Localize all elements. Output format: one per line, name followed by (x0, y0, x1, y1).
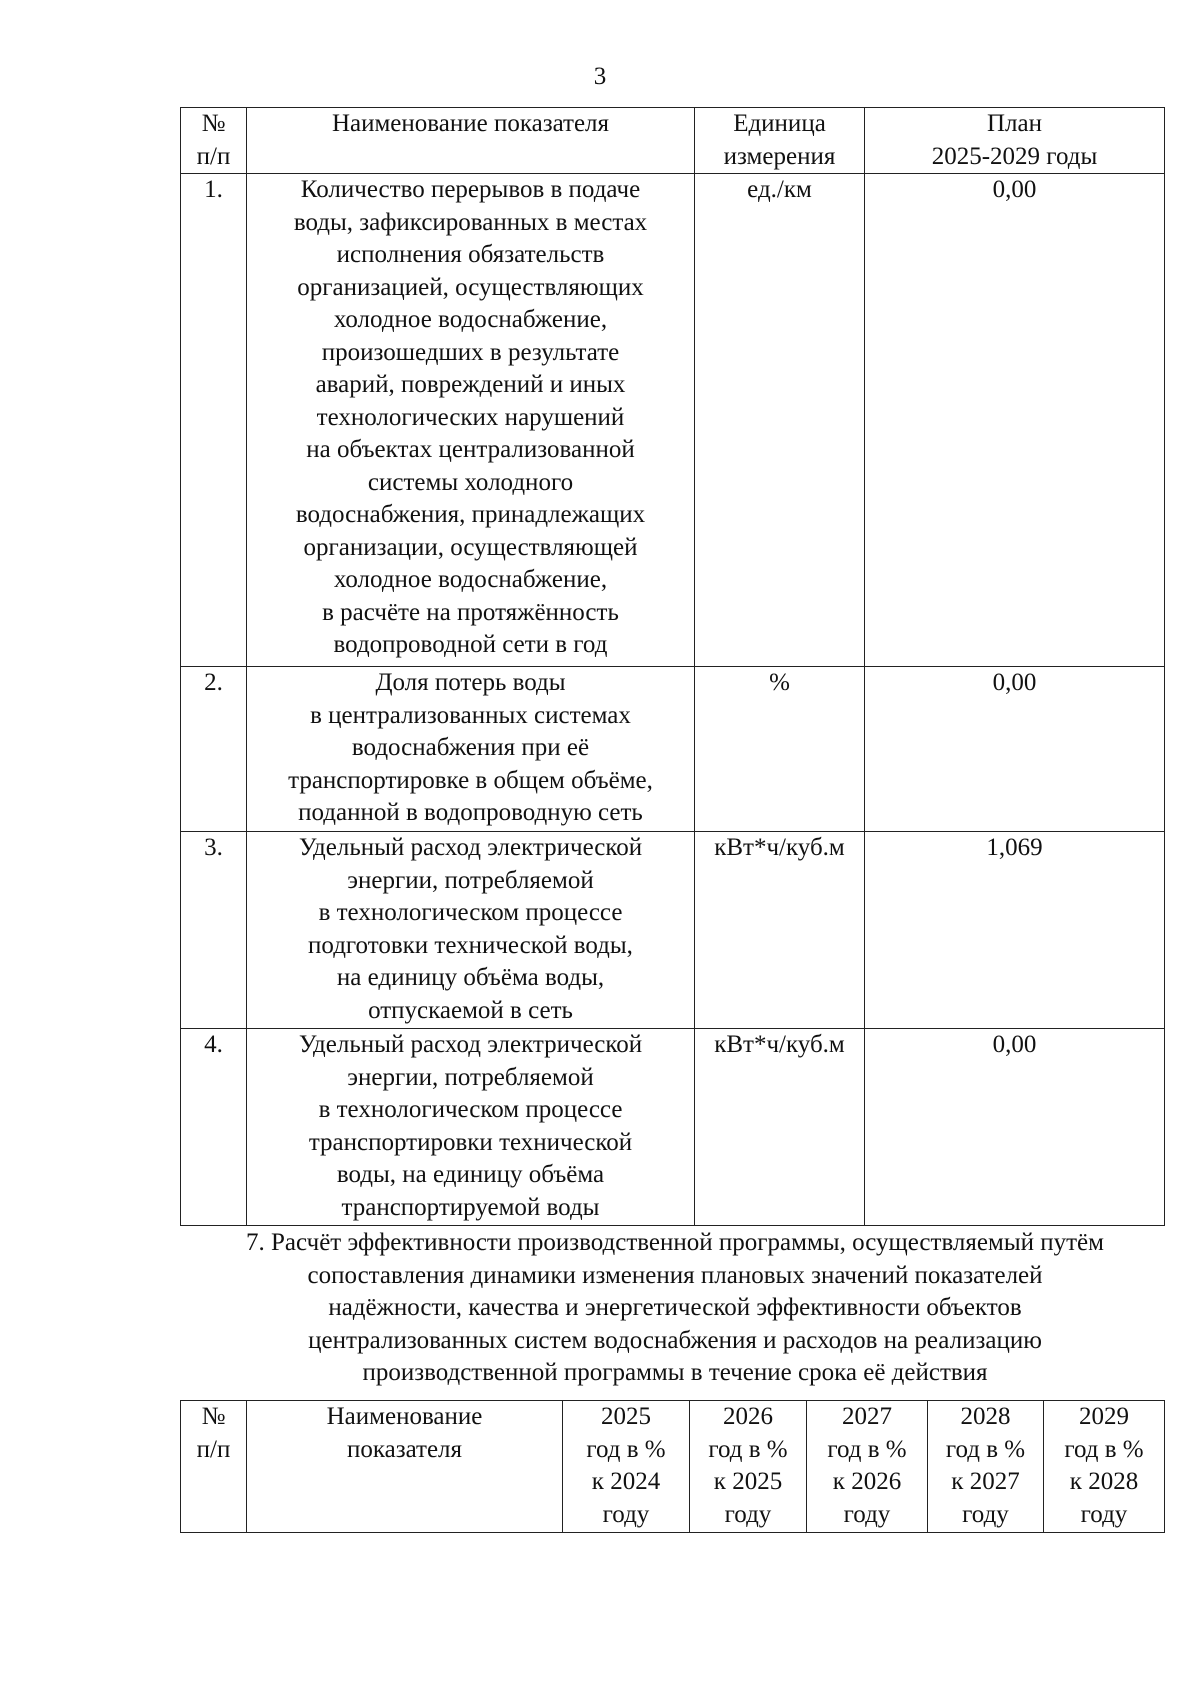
header-year-2028: 2028 год в % к 2027 году (928, 1401, 1044, 1533)
efficiency-table (180, 1400, 1165, 1533)
table-row (181, 832, 1165, 1029)
indicators-table (180, 107, 1165, 1226)
header-unit: Единица измерения (695, 108, 865, 174)
row-plan: 1,069 (865, 832, 1165, 1029)
row-num: 1. (181, 174, 247, 667)
page-number: 3 (593, 63, 607, 90)
row-num: 2. (181, 667, 247, 832)
row-plan: 0,00 (865, 1029, 1165, 1226)
row-num: 4. (181, 1029, 247, 1226)
row-plan: 0,00 (865, 667, 1165, 832)
section-7-heading: 7. Расчёт эффективности производственной программы, осуществляемый путём сопоставления динамики изменения плановых значений показателей надёжности, качества и энергетической эффективности объектов централизованных систем водоснабжения и расходов на реализацию производственной программы в течение срока её действия (246, 1229, 1104, 1386)
table-header-row (181, 1401, 1165, 1533)
row-name: Удельный расход электрической энергии, потребляемой в технологическом процессе подготовки технической воды, на единицу объёма воды, отпускаемой в сеть (247, 832, 695, 1029)
header-year-2027: 2027 год в % к 2026 году (807, 1401, 928, 1533)
row-num: 3. (181, 832, 247, 1029)
header-year-2029: 2029 год в % к 2028 году (1044, 1401, 1165, 1533)
row-unit: ед./км (695, 174, 865, 667)
table-row (181, 174, 1165, 667)
row-plan: 0,00 (865, 174, 1165, 667)
row-name: Количество перерывов в подаче воды, зафиксированных в местах исполнения обязательств организацией, осуществляющих холодное водоснабжение, произошедших в результате аварий, повреждений и иных технологических нарушений на объектах централизованной системы холодного водоснабжения, принадлежащих организации, осуществляющей холодное водоснабжение, в расчёте на протяжённость водопроводной сети в год (247, 174, 695, 667)
row-unit: кВт*ч/куб.м (695, 1029, 865, 1226)
header-name: Наименование показателя (247, 1401, 563, 1533)
row-name: Удельный расход электрической энергии, потребляемой в технологическом процессе транспортировки технической воды, на единицу объёма транспортируемой воды (247, 1029, 695, 1226)
header-num: № п/п (181, 108, 247, 174)
table-header-row (181, 108, 1165, 174)
table-row (181, 667, 1165, 832)
header-num: № п/п (181, 1401, 247, 1533)
row-unit: кВт*ч/куб.м (695, 832, 865, 1029)
row-name: Доля потерь воды в централизованных системах водоснабжения при её транспортировке в общем объёме, поданной в водопроводную сеть (247, 667, 695, 832)
header-year-2025: 2025 год в % к 2024 году (563, 1401, 690, 1533)
row-unit: % (695, 667, 865, 832)
table-row (181, 1029, 1165, 1226)
header-year-2026: 2026 год в % к 2025 году (690, 1401, 807, 1533)
header-plan: План 2025-2029 годы (865, 108, 1165, 174)
header-name: Наименование показателя (247, 108, 695, 174)
